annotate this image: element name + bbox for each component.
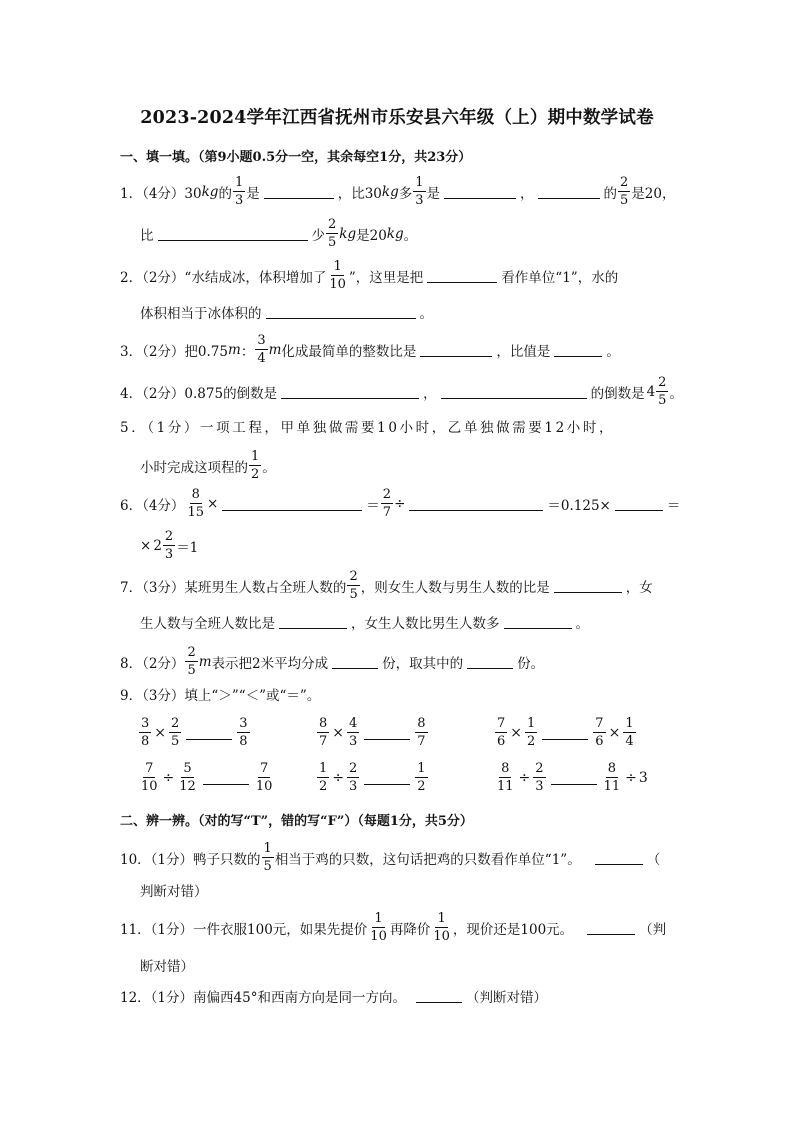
text: 表示把2米平均分成 bbox=[211, 655, 329, 672]
text: 是20 bbox=[356, 227, 387, 244]
fraction bbox=[368, 912, 389, 943]
fraction bbox=[177, 762, 198, 793]
denominator: 6 bbox=[497, 734, 506, 749]
text: 。 bbox=[575, 616, 589, 632]
text: ， bbox=[423, 385, 437, 402]
answer-blank[interactable] bbox=[595, 851, 643, 865]
operator: ÷ bbox=[625, 769, 637, 786]
unit-m: m bbox=[198, 653, 212, 670]
denominator: 5 bbox=[263, 859, 272, 874]
answer-blank[interactable] bbox=[554, 343, 602, 357]
numerator: 3 bbox=[239, 716, 248, 731]
fraction bbox=[262, 842, 274, 873]
text: 12．（1分）南偏西45°和西南方向是同一方向。 bbox=[120, 990, 406, 1006]
question-11-line-1 bbox=[120, 912, 666, 943]
text: 。 bbox=[669, 385, 683, 402]
text: ： bbox=[240, 343, 255, 360]
operator: × bbox=[332, 724, 345, 741]
numerator: 1 bbox=[437, 911, 446, 926]
answer-blank[interactable] bbox=[551, 771, 597, 785]
numerator: 7 bbox=[595, 716, 604, 731]
text: 判断对错） bbox=[140, 884, 208, 900]
text: ”，这里是把 bbox=[348, 269, 424, 286]
question-7-line-2 bbox=[140, 612, 589, 632]
answer-blank[interactable] bbox=[615, 497, 663, 511]
operator: ÷ bbox=[518, 769, 531, 786]
fraction bbox=[139, 762, 160, 793]
unit-kg: kg bbox=[381, 183, 399, 200]
numerator: 8 bbox=[191, 487, 200, 502]
fraction bbox=[326, 218, 338, 249]
number: 3 bbox=[638, 769, 648, 786]
text: 6．（4分） bbox=[120, 497, 185, 514]
denominator: 5 bbox=[187, 663, 196, 678]
numerator: 2 bbox=[620, 175, 629, 190]
fraction bbox=[533, 762, 545, 793]
text: ÷ bbox=[394, 495, 406, 512]
answer-blank[interactable] bbox=[279, 615, 347, 629]
denominator: 10 bbox=[370, 929, 387, 944]
fraction bbox=[495, 717, 507, 748]
text: × bbox=[140, 537, 152, 554]
operator: × bbox=[154, 724, 167, 741]
answer-blank[interactable] bbox=[416, 989, 462, 1003]
answer-blank[interactable] bbox=[427, 269, 497, 283]
numerator: 1 bbox=[333, 259, 342, 274]
numerator: 8 bbox=[607, 761, 616, 776]
fraction bbox=[347, 717, 359, 748]
text: ，女生人数比男生人数多 bbox=[351, 616, 500, 632]
operator: ÷ bbox=[332, 769, 345, 786]
question-9 bbox=[120, 684, 320, 704]
denominator: 7 bbox=[319, 734, 328, 749]
fraction bbox=[593, 717, 605, 748]
text: 1．（4分）30 bbox=[120, 185, 202, 202]
section-heading-judge: 二、辨一辨。（对的写“T”，错的写“F”）（每题1分，共5分） bbox=[120, 814, 473, 829]
fraction bbox=[381, 488, 393, 519]
text: 少 bbox=[311, 227, 325, 244]
question-7-line-1 bbox=[120, 570, 653, 601]
numerator: 8 bbox=[417, 716, 426, 731]
numerator: 2 bbox=[349, 761, 358, 776]
denominator: 3 bbox=[234, 193, 244, 208]
text: × bbox=[206, 495, 219, 512]
fraction bbox=[169, 717, 181, 748]
text: （判 bbox=[639, 921, 667, 938]
numerator: 2 bbox=[382, 487, 392, 502]
whole-number: 4 bbox=[646, 383, 656, 400]
numerator: 7 bbox=[145, 761, 154, 776]
fraction bbox=[495, 762, 516, 793]
denominator: 2 bbox=[527, 734, 536, 749]
answer-blank[interactable] bbox=[420, 343, 492, 357]
answer-blank[interactable] bbox=[281, 385, 419, 399]
text: 2．（2分）“水结成冰，体积增加了 bbox=[120, 269, 327, 286]
answer-blank[interactable] bbox=[504, 615, 572, 629]
numerator: 2 bbox=[164, 529, 174, 544]
numerator: 3 bbox=[257, 333, 266, 348]
numerator: 1 bbox=[415, 175, 424, 190]
fraction bbox=[327, 260, 348, 291]
numerator: 2 bbox=[187, 645, 196, 660]
question-2-line-1 bbox=[120, 260, 618, 291]
numerator: 7 bbox=[259, 761, 269, 776]
fraction bbox=[317, 762, 329, 793]
text: ，比值是 bbox=[496, 343, 551, 360]
question-4 bbox=[120, 376, 683, 407]
denominator: 8 bbox=[141, 734, 150, 749]
section-heading-fill: 一、填一填。（第9小题0.5分一空，其余每空1分，共23分） bbox=[120, 150, 472, 165]
denominator: 7 bbox=[417, 734, 426, 749]
answer-blank[interactable] bbox=[222, 497, 362, 511]
numerator: 7 bbox=[497, 716, 506, 731]
text: 生人数与全班人数比是 bbox=[140, 616, 275, 632]
denominator: 6 bbox=[595, 734, 604, 749]
text: 再降价 bbox=[389, 921, 431, 938]
numerator: 1 bbox=[417, 761, 426, 776]
answer-blank[interactable] bbox=[542, 726, 588, 740]
answer-blank[interactable] bbox=[587, 921, 635, 935]
denominator: 11 bbox=[497, 779, 514, 794]
fraction bbox=[185, 646, 197, 677]
denominator: 7 bbox=[382, 505, 392, 520]
unit-m: m bbox=[228, 341, 241, 358]
text: 断对错） bbox=[140, 959, 194, 975]
unit-kg: kg bbox=[386, 225, 404, 242]
text: ， bbox=[520, 185, 534, 202]
answer-blank[interactable] bbox=[332, 655, 378, 669]
question-3 bbox=[120, 334, 620, 365]
numerator: 5 bbox=[183, 761, 192, 776]
fraction bbox=[255, 334, 267, 365]
text: 份。 bbox=[517, 655, 545, 672]
text: 是 bbox=[246, 185, 260, 202]
question-6-line-2 bbox=[140, 530, 198, 561]
text: 10．（1分）鸭子只数的 bbox=[120, 851, 261, 868]
fraction bbox=[525, 717, 537, 748]
text: 11．（1分）一件衣服100元，如果先提价 bbox=[120, 921, 368, 938]
answer-blank[interactable] bbox=[364, 771, 410, 785]
fraction bbox=[237, 717, 249, 748]
fraction bbox=[249, 450, 261, 481]
text: 多 bbox=[398, 185, 413, 202]
answer-blank[interactable] bbox=[186, 726, 232, 740]
compare-item-3 bbox=[494, 717, 637, 748]
text: 。 bbox=[262, 459, 276, 476]
question-5-line-1 bbox=[120, 416, 615, 436]
denominator: 12 bbox=[179, 779, 196, 794]
operator: × bbox=[608, 724, 621, 741]
denominator: 10 bbox=[329, 277, 346, 292]
question-1-line-2 bbox=[140, 218, 417, 249]
answer-blank[interactable] bbox=[266, 305, 416, 319]
numerator: 1 bbox=[319, 761, 328, 776]
text: 4．（2分）0.875的倒数是 bbox=[120, 385, 278, 402]
fraction bbox=[233, 176, 245, 207]
question-1-line-1 bbox=[120, 176, 675, 207]
compare-item-5 bbox=[316, 762, 429, 793]
fraction bbox=[431, 912, 452, 943]
answer-blank[interactable] bbox=[158, 227, 308, 241]
text: ＝0.125× bbox=[547, 497, 611, 514]
answer-blank[interactable] bbox=[538, 185, 600, 199]
text: 小时完成这项程的 bbox=[140, 459, 248, 476]
text: 3．（2分）把0.75 bbox=[120, 343, 228, 360]
operator: × bbox=[510, 724, 523, 741]
text: ，女 bbox=[625, 579, 653, 596]
question-12 bbox=[120, 986, 547, 1006]
text: 是20， bbox=[631, 185, 676, 202]
numerator: 2 bbox=[349, 569, 358, 584]
denominator: 11 bbox=[603, 779, 621, 794]
denominator: 2 bbox=[251, 467, 260, 482]
answer-blank[interactable] bbox=[409, 497, 543, 511]
text: （ bbox=[646, 851, 661, 868]
numerator: 8 bbox=[501, 761, 510, 776]
text: 。 bbox=[606, 343, 620, 360]
text: 的倒数是 bbox=[590, 385, 645, 402]
question-11-line-2 bbox=[140, 955, 194, 975]
question-10-line-1 bbox=[120, 842, 660, 873]
denominator: 3 bbox=[349, 779, 358, 794]
denominator: 10 bbox=[433, 929, 450, 944]
denominator: 2 bbox=[319, 779, 328, 794]
fraction bbox=[413, 176, 425, 207]
denominator: 3 bbox=[415, 193, 424, 208]
denominator: 10 bbox=[255, 779, 273, 794]
numerator: 1 bbox=[263, 841, 272, 856]
fraction bbox=[602, 762, 623, 793]
text: ＝1 bbox=[176, 539, 199, 556]
fraction bbox=[656, 376, 668, 407]
text: ，现价还是100元。 bbox=[452, 921, 574, 938]
question-6-line-1 bbox=[120, 488, 680, 519]
page-title: 2023-2024学年江西省抚州市乐安县六年级（上）期中数学试卷 bbox=[140, 108, 654, 128]
text: 的 bbox=[603, 185, 618, 202]
answer-blank[interactable] bbox=[441, 385, 587, 399]
text: ＝ bbox=[666, 497, 681, 514]
denominator: 4 bbox=[257, 351, 266, 366]
fraction bbox=[185, 488, 206, 519]
text: 。 bbox=[419, 306, 433, 322]
fraction bbox=[347, 570, 359, 601]
fraction bbox=[254, 762, 275, 793]
text: 是 bbox=[426, 185, 441, 202]
numerator: 1 bbox=[625, 716, 634, 731]
denominator: 10 bbox=[141, 779, 158, 794]
answer-blank[interactable] bbox=[444, 185, 516, 199]
fraction bbox=[317, 717, 329, 748]
compare-item-6 bbox=[494, 762, 648, 793]
numerator: 2 bbox=[535, 761, 544, 776]
denominator: 3 bbox=[164, 547, 174, 562]
text: 比 bbox=[140, 227, 154, 244]
text: 相当于鸡的只数，这句话把鸡的只数看作单位“1”。 bbox=[274, 851, 581, 868]
denominator: 5 bbox=[349, 587, 358, 602]
numerator: 1 bbox=[527, 716, 536, 731]
denominator: 2 bbox=[417, 779, 426, 794]
denominator: 8 bbox=[239, 734, 248, 749]
denominator: 15 bbox=[187, 505, 204, 520]
denominator: 5 bbox=[658, 393, 667, 408]
numerator: 1 bbox=[374, 911, 383, 926]
text: （判断对错） bbox=[465, 990, 547, 1006]
text: 的 bbox=[218, 185, 232, 202]
compare-item-1 bbox=[138, 717, 251, 748]
text: ，比30 bbox=[337, 185, 382, 202]
fraction bbox=[347, 762, 359, 793]
numerator: 4 bbox=[349, 716, 358, 731]
denominator: 5 bbox=[171, 734, 180, 749]
fraction bbox=[163, 530, 175, 561]
denominator: 4 bbox=[625, 734, 634, 749]
fraction bbox=[623, 717, 635, 748]
question-5-line-2 bbox=[140, 450, 276, 481]
operator: ÷ bbox=[162, 769, 175, 786]
text: 化成最简单的整数比是 bbox=[281, 343, 417, 360]
text: 8．（2分） bbox=[120, 655, 185, 672]
fraction bbox=[139, 717, 151, 748]
answer-blank[interactable] bbox=[264, 185, 334, 199]
numerator: 1 bbox=[234, 175, 244, 190]
question-2-line-2 bbox=[140, 302, 433, 322]
text: 看作单位“1”，水的 bbox=[501, 269, 619, 286]
answer-blank[interactable] bbox=[467, 655, 513, 669]
answer-blank[interactable] bbox=[203, 771, 249, 785]
whole-number: 2 bbox=[153, 537, 162, 554]
unit-kg: kg bbox=[339, 225, 357, 242]
numerator: 2 bbox=[328, 217, 337, 232]
text: 9．（3分）填上“＞”“＜”或“＝”。 bbox=[120, 688, 321, 704]
denominator: 3 bbox=[349, 734, 358, 749]
denominator: 5 bbox=[328, 235, 337, 250]
denominator: 3 bbox=[535, 779, 544, 794]
numerator: 8 bbox=[319, 716, 328, 731]
text: ＝ bbox=[366, 497, 380, 514]
denominator: 5 bbox=[620, 193, 629, 208]
text: 5．（1分）一项工程，甲单独做需要10小时，乙单独做需要12小时， bbox=[120, 420, 616, 436]
numerator: 2 bbox=[658, 375, 667, 390]
numerator: 2 bbox=[171, 716, 180, 731]
text: 。 bbox=[403, 227, 418, 244]
question-10-line-2 bbox=[140, 880, 208, 900]
unit-kg: kg bbox=[201, 183, 219, 200]
text: 7．（3分）某班男生人数占全班人数的 bbox=[120, 579, 347, 596]
numerator: 1 bbox=[251, 449, 260, 464]
compare-item-2 bbox=[316, 717, 429, 748]
text: 份，取其中的 bbox=[382, 655, 464, 672]
fraction bbox=[415, 717, 427, 748]
compare-item-4 bbox=[138, 762, 275, 793]
unit-m: m bbox=[268, 341, 282, 358]
answer-blank[interactable] bbox=[364, 726, 410, 740]
question-8 bbox=[120, 646, 544, 677]
text: 体积相当于冰体积的 bbox=[140, 306, 262, 322]
fraction bbox=[415, 762, 427, 793]
fraction bbox=[618, 176, 630, 207]
answer-blank[interactable] bbox=[554, 579, 622, 593]
text: ，则女生人数与男生人数的比是 bbox=[360, 579, 550, 596]
numerator: 3 bbox=[141, 716, 150, 731]
